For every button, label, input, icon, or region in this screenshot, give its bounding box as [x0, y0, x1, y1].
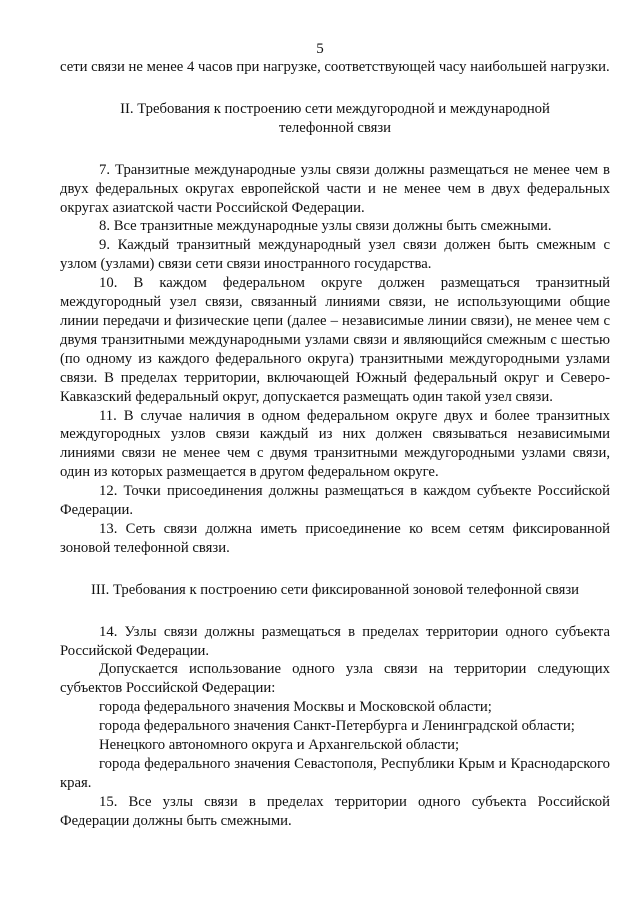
paragraph-12: 12. Точки присоединения должны размещаться в каждом субъекте Российской Федерации. — [60, 483, 610, 519]
section-heading-2-line-2: телефонной связи — [278, 119, 392, 136]
list-item-moscow: города федерального значения Москвы и Московской области; — [99, 699, 492, 716]
section-heading-2-line-1: II. Требования к построению сети междугородной и международной — [120, 100, 550, 117]
paragraph-7: 7. Транзитные международные узлы связи должны размещаться не менее чем в двух федеральных округах европейской части и не менее чем в двух федеральных округах азиатской части Российской Федерации. — [60, 161, 610, 216]
paragraph-9: 9. Каждый транзитный международный узел связи должен быть смежным с узлом (узлами) связи сети связи иностранного государства. — [60, 237, 610, 273]
document-body — [60, 58, 610, 831]
list-item-sevastopol: города федерального значения Севастополя, Республики Крым и Краснодарского края. — [60, 756, 610, 791]
list-item-nenets: Ненецкого автономного округа и Архангельской области; — [99, 737, 460, 754]
paragraph-14-allowance: Допускается использование одного узла связи на территории следующих субъектов Российской Федерации: — [60, 661, 610, 697]
paragraph-13: 13. Сеть связи должна иметь присоединение ко всем сетям фиксированной зоновой телефонной связи. — [60, 520, 610, 556]
page-number: 5 — [316, 41, 324, 57]
paragraph-continuation: сети связи не менее 4 часов при нагрузке, соответствующей часу наибольшей нагрузки. — [60, 59, 610, 75]
section-heading-3: III. Требования к построению сети фиксированной зоновой телефонной связи — [90, 581, 580, 598]
list-item-saint-petersburg: города федерального значения Санкт-Петербурга и Ленинградской области; — [99, 718, 575, 735]
paragraph-11: 11. В случае наличия в одном федеральном округе двух и более транзитных междугородных узлов связи каждый из них должен связываться независимыми линиями связи не менее чем с двумя транзитными междугородными узлами связи, один из которых размещается в другом федеральном округе. — [60, 407, 610, 481]
paragraph-14: 14. Узлы связи должны размещаться в пределах территории одного субъекта Российской Федерации. — [60, 623, 610, 659]
paragraph-10: 10. В каждом федеральном округе должен размещаться транзитный междугородный узел связи, связанный линиями связи, не использующими общие линии передачи и физические цепи (далее – независимые линии связи), не менее чем с двумя транзитными международными узлами связи и являющийся смежным с шестью (по одному из каждого федерального округа) транзитными междугородными узлами связи. В пределах территории, включающей Южный федеральный округ и Северо-Кавказский федеральный округ, допускается размещать один такой узел связи. — [60, 275, 610, 405]
paragraph-8: 8. Все транзитные международные узлы связи должны быть смежными. — [99, 218, 552, 235]
paragraph-15: 15. Все узлы связи в пределах территории одного субъекта Российской Федерации должны быть смежными. — [60, 793, 610, 829]
